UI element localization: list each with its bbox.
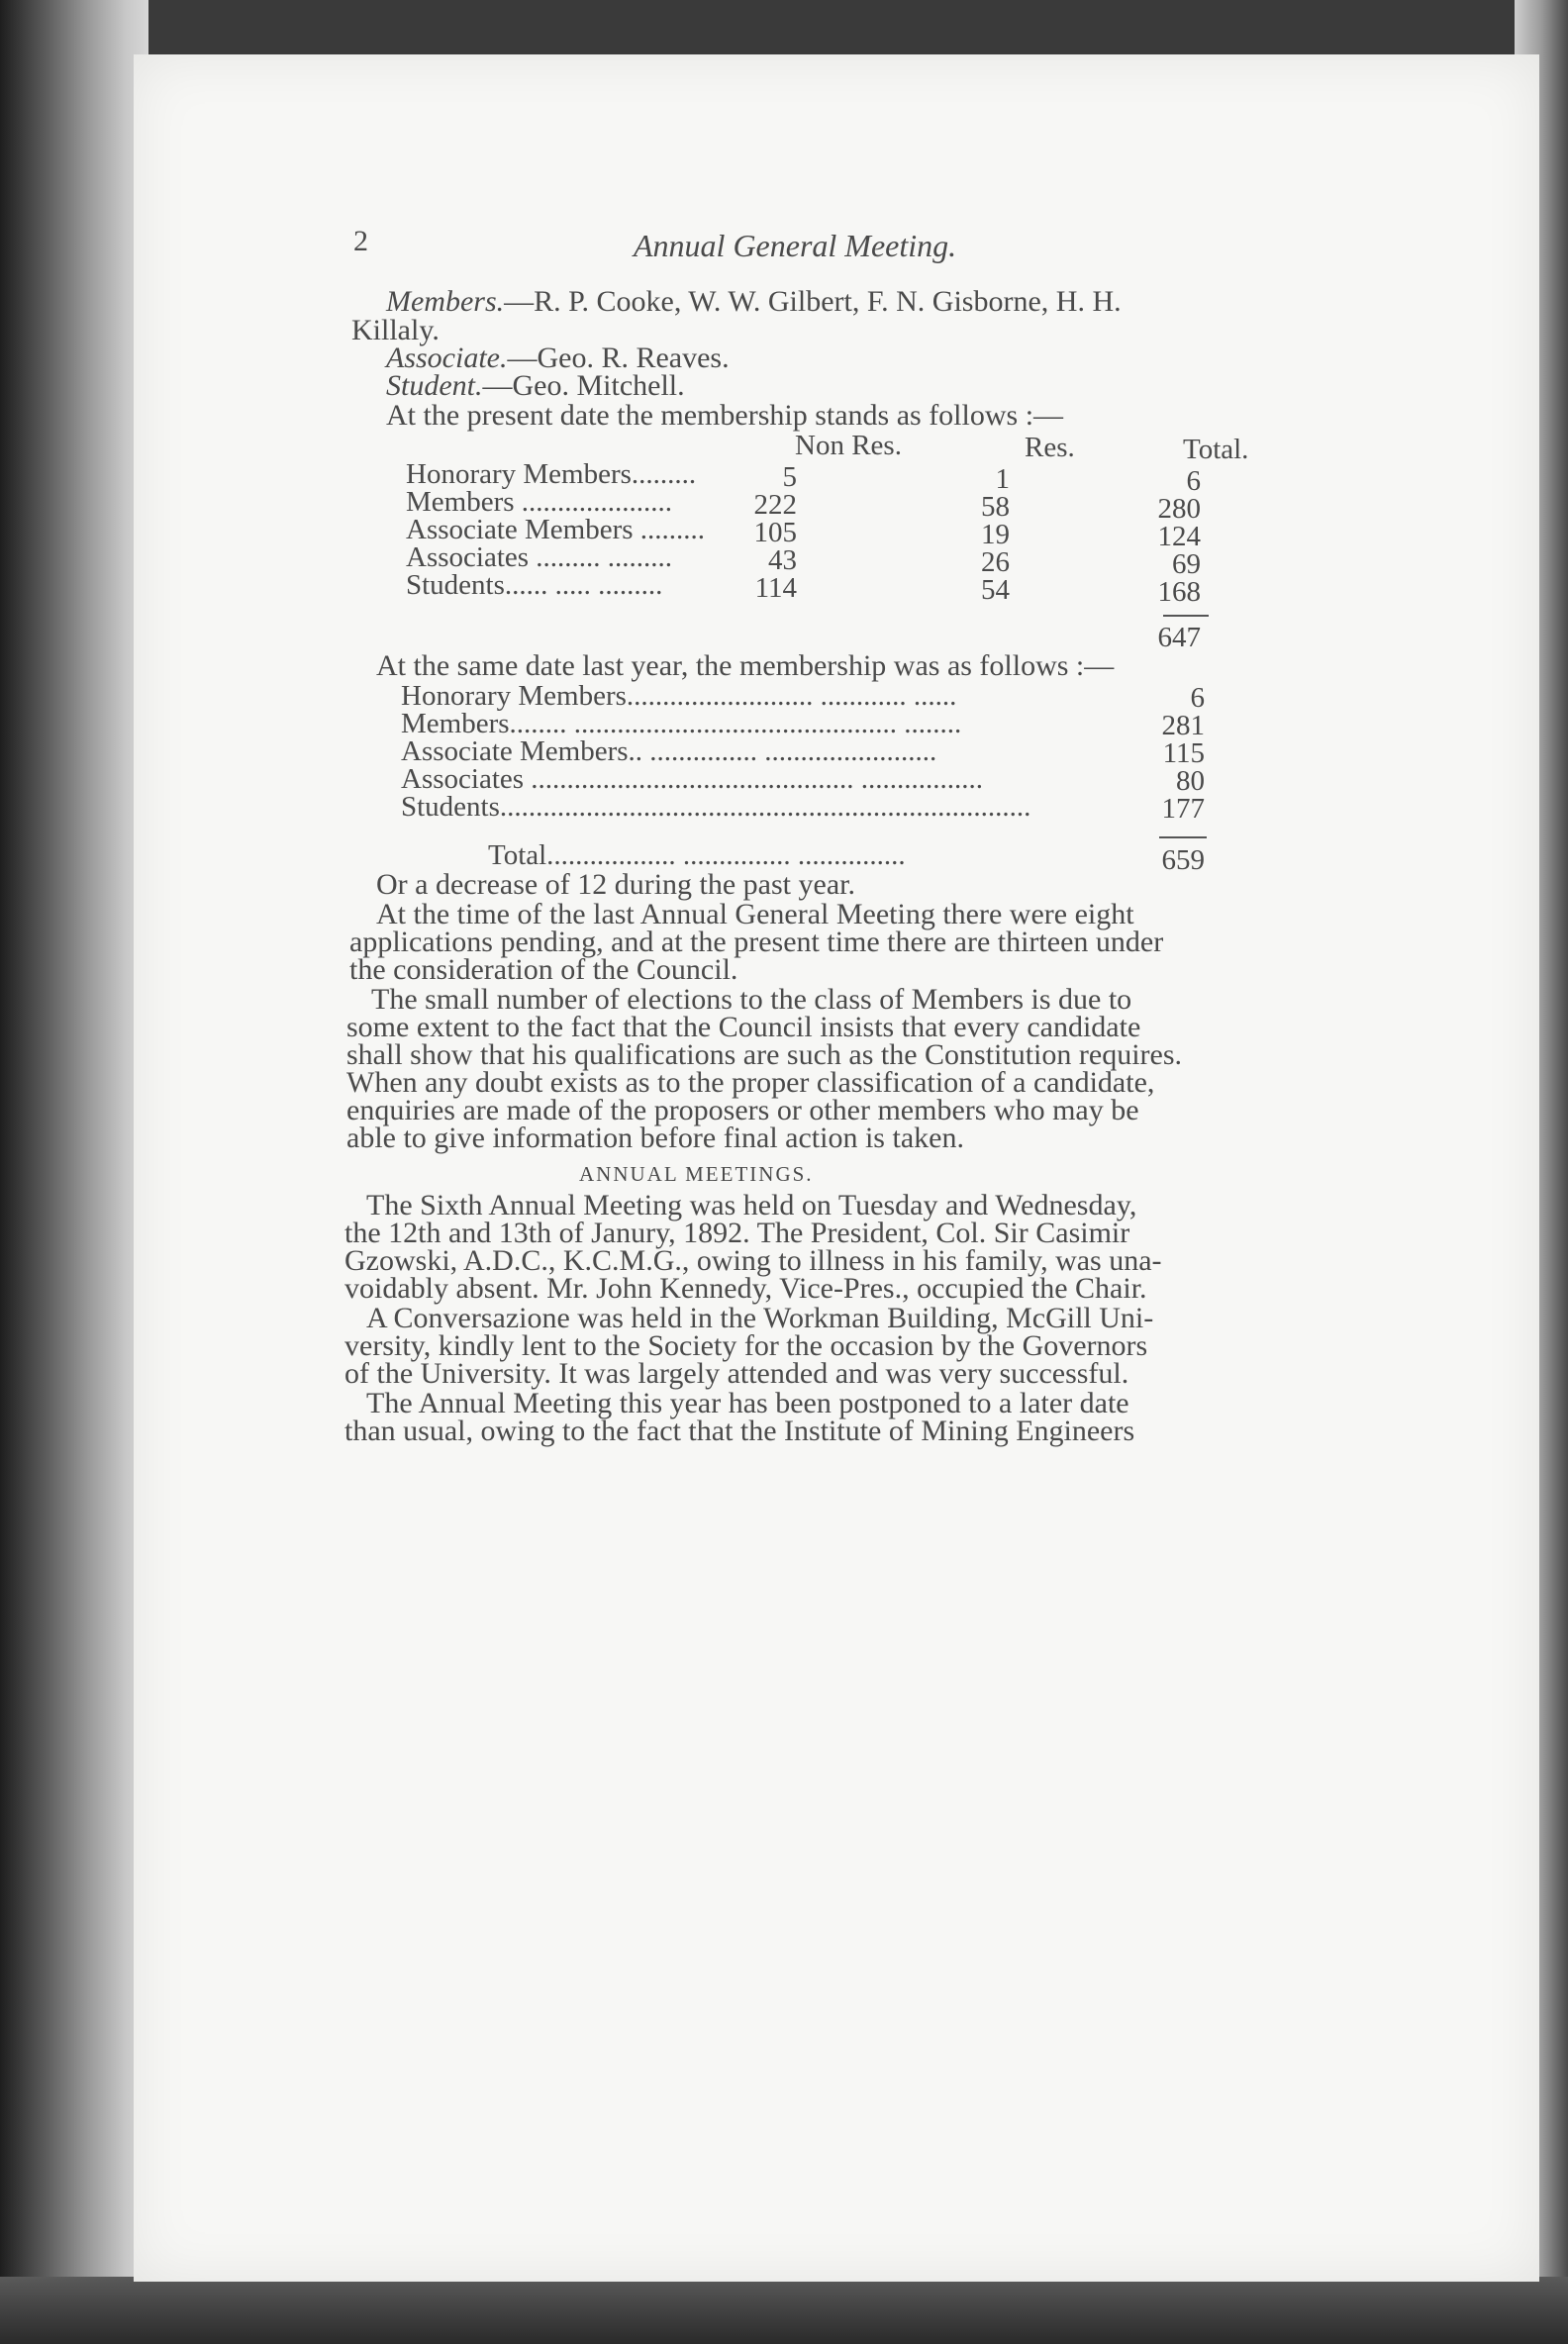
cell-value: 281 [1161, 710, 1205, 741]
text-line: the consideration of the Council. [349, 953, 738, 986]
cell-nonres: 105 [753, 517, 797, 548]
cell-total: 6 [1186, 465, 1201, 497]
cell-total: 69 [1172, 548, 1201, 580]
text-line: versity, kindly lent to the Society for the occasion by the Governors [344, 1329, 1148, 1362]
cell-value: 80 [1176, 765, 1205, 797]
associate-label: Associate. [386, 342, 508, 374]
row-label: Associate Members.. ............... ........................ [401, 735, 937, 767]
cell-res: 19 [981, 519, 1010, 550]
text-line: than usual, owing to the fact that the Institute of Mining Engineers [344, 1415, 1135, 1447]
members-names-cont: Killaly. [351, 314, 440, 346]
sum-rule [1159, 836, 1207, 838]
cell-nonres: 114 [754, 572, 797, 604]
text-line: the 12th and 13th of Janury, 1892. The President, Col. Sir Casimir [344, 1217, 1130, 1249]
student-elected [386, 369, 685, 403]
text-line: At the time of the last Annual General Meeting there were eight [376, 898, 1134, 930]
last-year-intro: At the same date last year, the membership was as follows :— [376, 649, 1115, 682]
cell-value: 177 [1161, 793, 1205, 825]
book-page [134, 54, 1539, 2282]
text-line: Gzowski, A.D.C., K.C.M.G., owing to illness in his family, was una- [344, 1244, 1162, 1277]
decrease-line: Or a decrease of 12 during the past year. [376, 868, 855, 901]
text-line: voidably absent. Mr. John Kennedy, Vice-Pres., occupied the Chair. [344, 1272, 1147, 1305]
row-label: Honorary Members......... [406, 458, 697, 490]
cell-nonres: 222 [753, 489, 797, 521]
text-line: enquiries are made of the proposers or other members who may be [346, 1094, 1139, 1126]
row-label: Associates ............................................. ................. [401, 763, 984, 795]
text-line: A Conversazione was held in the Workman Building, McGill Uni- [366, 1302, 1154, 1334]
cell-total: 280 [1157, 493, 1201, 525]
members-names: —R. P. Cooke, W. W. Gilbert, F. N. Gisborne, H. H. [504, 285, 1122, 318]
header-total: Total. [1183, 434, 1249, 465]
text-line: The Sixth Annual Meeting was held on Tuesday and Wednesday, [366, 1189, 1137, 1221]
row-label: Associates ......... ......... [406, 541, 673, 573]
row-label: Members ..................... [406, 486, 673, 518]
text-line: applications pending, and at the present time there are thirteen under [349, 926, 1164, 958]
text-line: some extent to the fact that the Council insists that every candidate [346, 1011, 1141, 1043]
cell-value: 6 [1190, 682, 1205, 714]
cell-res: 54 [981, 574, 1010, 606]
cell-res: 1 [995, 463, 1010, 495]
members-label: Members. [386, 285, 505, 318]
cell-total: 124 [1157, 521, 1201, 552]
student-label: Student. [386, 369, 483, 402]
book-spine [0, 0, 148, 2344]
members-elected [386, 285, 1122, 319]
text-line: able to give information before final action is taken. [346, 1122, 964, 1154]
total-value: 659 [1161, 844, 1205, 876]
section-heading: ANNUAL MEETINGS. [579, 1162, 814, 1186]
row-label: Students...... ..... ......... [406, 569, 663, 601]
student-names: —Geo. Mitchell. [482, 369, 685, 402]
row-label: Members........ ............................................. ........ [401, 708, 962, 739]
total-label: Total.................. ............... ............... [488, 839, 906, 871]
grand-total: 647 [1157, 622, 1201, 653]
text-line: The small number of elections to the class of Members is due to [371, 983, 1132, 1016]
row-label: Associate Members ......... [406, 514, 706, 545]
header-res: Res. [1025, 432, 1075, 463]
sum-rule [1163, 615, 1209, 617]
cell-nonres: 5 [782, 461, 797, 493]
text-line: shall show that his qualifications are such as the Constitution requires. [346, 1038, 1183, 1071]
cell-res: 58 [981, 491, 1010, 523]
cell-res: 26 [981, 546, 1010, 578]
cell-value: 115 [1162, 737, 1205, 769]
cell-nonres: 43 [768, 544, 797, 576]
running-title: Annual General Meeting. [634, 228, 957, 263]
page-number: 2 [353, 225, 368, 257]
present-intro: At the present date the membership stands as follows :— [386, 399, 1064, 432]
row-label: Students.......................................................................... [401, 791, 1031, 823]
text-line: The Annual Meeting this year has been postponed to a later date [366, 1387, 1129, 1419]
header-nonres: Non Res. [795, 430, 902, 461]
text-line: of the University. It was largely attended and was very successful. [344, 1357, 1129, 1390]
cell-total: 168 [1157, 576, 1201, 608]
row-label: Honorary Members.......................... ............ ...... [401, 680, 957, 712]
associate-names: —Geo. R. Reaves. [507, 342, 730, 374]
text-line: When any doubt exists as to the proper classification of a candidate, [346, 1066, 1155, 1099]
book-edge-bottom [0, 2277, 1568, 2344]
